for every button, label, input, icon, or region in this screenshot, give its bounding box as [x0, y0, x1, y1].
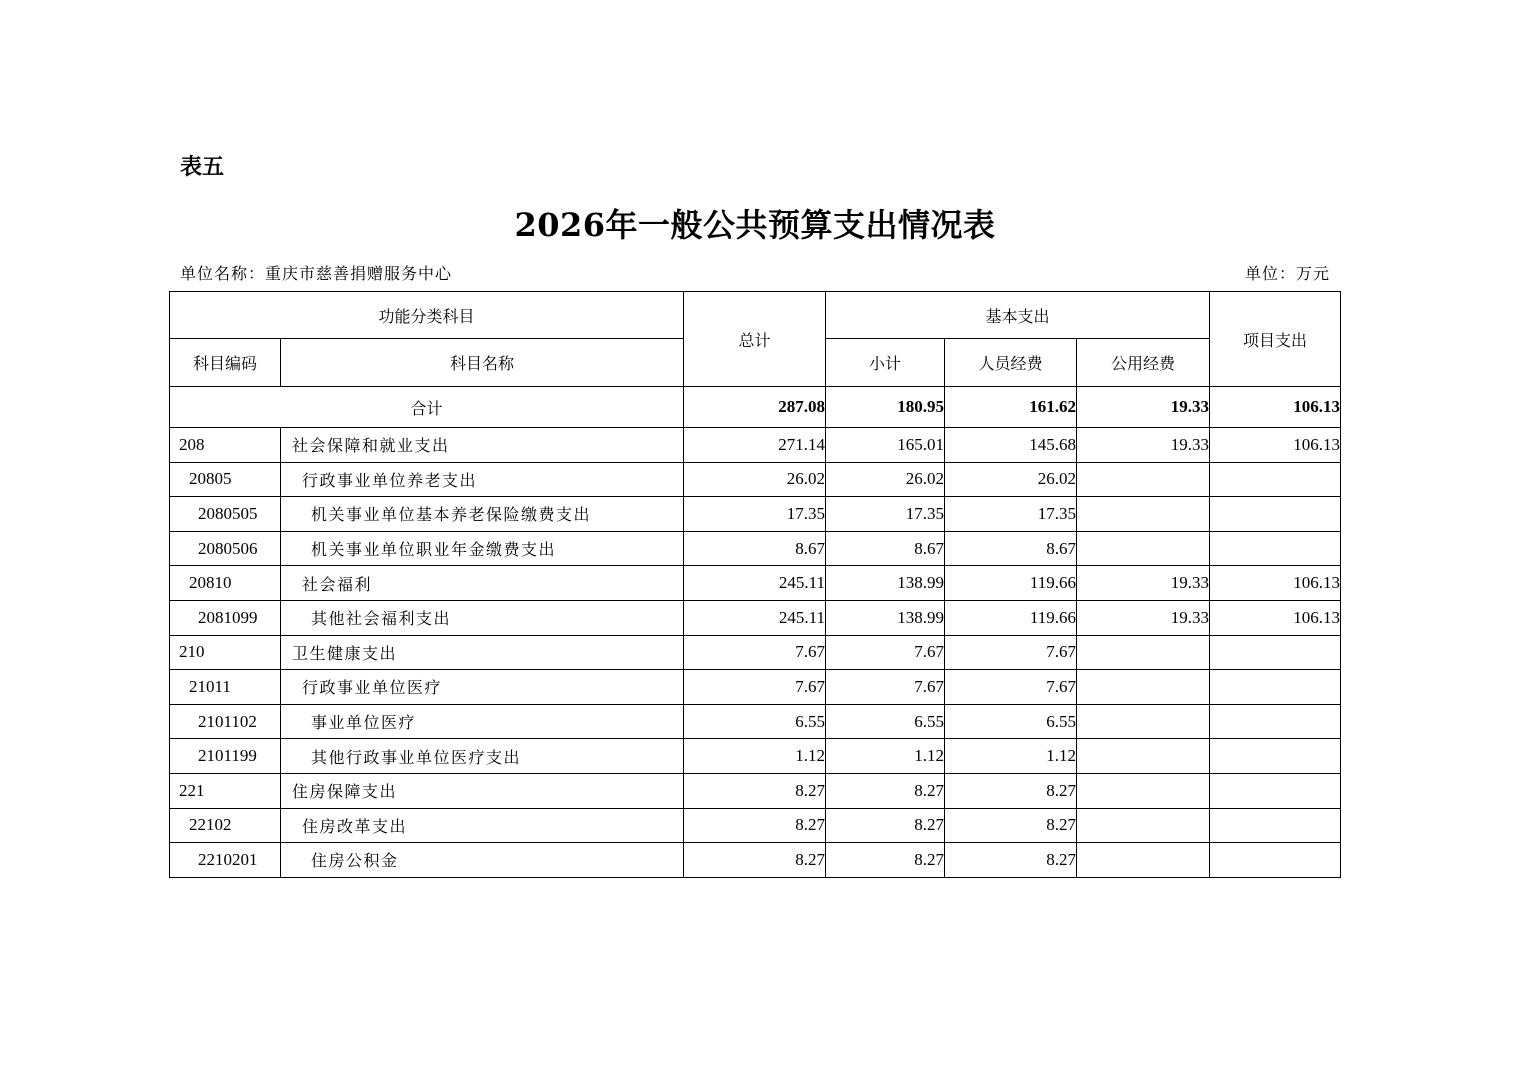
row-project — [1210, 497, 1341, 532]
row-project — [1210, 808, 1341, 843]
row-name: 卫生健康支出 — [281, 635, 684, 670]
row-personnel: 7.67 — [945, 635, 1077, 670]
row-total: 7.67 — [684, 635, 826, 670]
row-subtotal: 17.35 — [826, 497, 945, 532]
header-total: 总计 — [684, 292, 826, 387]
row-personnel: 7.67 — [945, 670, 1077, 705]
row-name: 行政事业单位医疗 — [281, 670, 684, 705]
unit-of-measure: 单位：万元 — [1244, 264, 1330, 283]
row-total: 245.11 — [684, 600, 826, 635]
row-total: 8.27 — [684, 843, 826, 878]
row-project — [1210, 739, 1341, 774]
row-code: 20805 — [170, 462, 281, 497]
row-personnel: 119.66 — [945, 600, 1077, 635]
row-subtotal: 7.67 — [826, 635, 945, 670]
row-public: 19.33 — [1077, 428, 1210, 463]
row-code: 208 — [170, 428, 281, 463]
row-total: 8.27 — [684, 773, 826, 808]
row-code: 22102 — [170, 808, 281, 843]
row-code: 20810 — [170, 566, 281, 601]
row-total: 1.12 — [684, 739, 826, 774]
row-public — [1077, 808, 1210, 843]
header-project-expenditure: 项目支出 — [1210, 292, 1341, 387]
row-code: 2080505 — [170, 497, 281, 532]
table-row — [170, 428, 1341, 463]
row-public — [1077, 704, 1210, 739]
row-name: 行政事业单位养老支出 — [281, 462, 684, 497]
row-project — [1210, 670, 1341, 705]
row-subtotal: 6.55 — [826, 704, 945, 739]
header-personnel: 人员经费 — [945, 339, 1077, 387]
row-name: 社会福利 — [281, 566, 684, 601]
row-subtotal: 138.99 — [826, 600, 945, 635]
row-public — [1077, 497, 1210, 532]
row-subtotal: 165.01 — [826, 428, 945, 463]
row-total: 17.35 — [684, 497, 826, 532]
row-project — [1210, 843, 1341, 878]
row-code: 210 — [170, 635, 281, 670]
table-label: 表五 — [180, 155, 225, 180]
row-subtotal: 8.27 — [826, 773, 945, 808]
table-row — [170, 462, 1341, 497]
table-row — [170, 531, 1341, 566]
row-personnel: 8.27 — [945, 808, 1077, 843]
row-public — [1077, 462, 1210, 497]
total-public: 19.33 — [1077, 387, 1210, 428]
row-public: 19.33 — [1077, 600, 1210, 635]
total-personnel: 161.62 — [945, 387, 1077, 428]
table-row — [170, 704, 1341, 739]
row-total: 8.27 — [684, 808, 826, 843]
row-name: 社会保障和就业支出 — [281, 428, 684, 463]
row-public — [1077, 843, 1210, 878]
total-label: 合计 — [170, 387, 684, 428]
table-row — [170, 497, 1341, 532]
row-subtotal: 8.27 — [826, 843, 945, 878]
table-row — [170, 773, 1341, 808]
budget-table — [169, 291, 1341, 878]
row-project — [1210, 462, 1341, 497]
header-code: 科目编码 — [170, 339, 281, 387]
row-public — [1077, 670, 1210, 705]
row-name: 其他社会福利支出 — [281, 600, 684, 635]
row-project — [1210, 635, 1341, 670]
row-name: 其他行政事业单位医疗支出 — [281, 739, 684, 774]
row-code: 2101102 — [170, 704, 281, 739]
row-subtotal: 26.02 — [826, 462, 945, 497]
row-subtotal: 1.12 — [826, 739, 945, 774]
row-project: 106.13 — [1210, 600, 1341, 635]
header-function-category: 功能分类科目 — [170, 292, 684, 339]
total-row — [170, 387, 1341, 428]
header-subtotal: 小计 — [826, 339, 945, 387]
row-name: 机关事业单位职业年金缴费支出 — [281, 531, 684, 566]
row-total: 7.67 — [684, 670, 826, 705]
row-personnel: 26.02 — [945, 462, 1077, 497]
row-name: 住房保障支出 — [281, 773, 684, 808]
unit-name: 单位名称：重庆市慈善捐赠服务中心 — [180, 264, 453, 283]
row-code: 221 — [170, 773, 281, 808]
row-personnel: 8.27 — [945, 843, 1077, 878]
header-row-1 — [170, 292, 1341, 339]
table-row — [170, 635, 1341, 670]
row-personnel: 145.68 — [945, 428, 1077, 463]
row-personnel: 8.67 — [945, 531, 1077, 566]
row-personnel: 17.35 — [945, 497, 1077, 532]
row-code: 2210201 — [170, 843, 281, 878]
row-total: 6.55 — [684, 704, 826, 739]
row-project: 106.13 — [1210, 566, 1341, 601]
row-project — [1210, 704, 1341, 739]
row-personnel: 8.27 — [945, 773, 1077, 808]
table-row — [170, 843, 1341, 878]
row-code: 21011 — [170, 670, 281, 705]
header-basic-expenditure: 基本支出 — [826, 292, 1210, 339]
row-subtotal: 7.67 — [826, 670, 945, 705]
total-total: 287.08 — [684, 387, 826, 428]
row-code: 2101199 — [170, 739, 281, 774]
row-subtotal: 138.99 — [826, 566, 945, 601]
row-project: 106.13 — [1210, 428, 1341, 463]
total-project: 106.13 — [1210, 387, 1341, 428]
row-personnel: 6.55 — [945, 704, 1077, 739]
table-row — [170, 808, 1341, 843]
total-subtotal: 180.95 — [826, 387, 945, 428]
row-total: 8.67 — [684, 531, 826, 566]
row-name: 住房改革支出 — [281, 808, 684, 843]
row-public — [1077, 635, 1210, 670]
document-title: 2026年一般公共预算支出情况表 — [514, 206, 996, 244]
row-project — [1210, 773, 1341, 808]
row-total: 26.02 — [684, 462, 826, 497]
table-row — [170, 739, 1341, 774]
row-personnel: 1.12 — [945, 739, 1077, 774]
row-total: 271.14 — [684, 428, 826, 463]
row-project — [1210, 531, 1341, 566]
row-code: 2081099 — [170, 600, 281, 635]
table-row — [170, 600, 1341, 635]
table-row — [170, 566, 1341, 601]
row-personnel: 119.66 — [945, 566, 1077, 601]
row-subtotal: 8.27 — [826, 808, 945, 843]
row-public — [1077, 531, 1210, 566]
table-row — [170, 670, 1341, 705]
row-name: 事业单位医疗 — [281, 704, 684, 739]
row-code: 2080506 — [170, 531, 281, 566]
row-public — [1077, 773, 1210, 808]
row-public: 19.33 — [1077, 566, 1210, 601]
row-public — [1077, 739, 1210, 774]
row-name: 机关事业单位基本养老保险缴费支出 — [281, 497, 684, 532]
header-name: 科目名称 — [281, 339, 684, 387]
row-total: 245.11 — [684, 566, 826, 601]
row-subtotal: 8.67 — [826, 531, 945, 566]
header-public: 公用经费 — [1077, 339, 1210, 387]
row-name: 住房公积金 — [281, 843, 684, 878]
